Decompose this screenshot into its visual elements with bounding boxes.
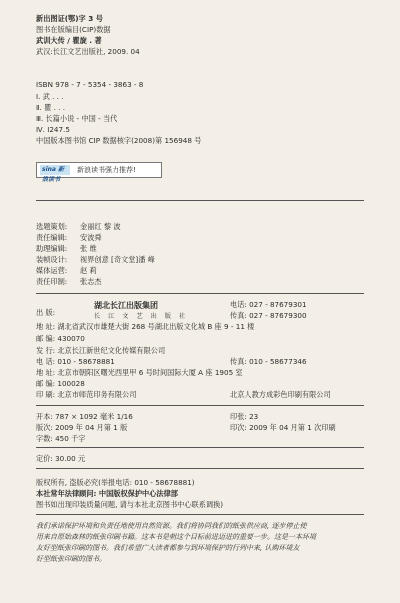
isbn: ISBN 978 - 7 - 5354 - 3863 - 8 [36, 80, 144, 89]
word-count: 字数: 450 千字 [36, 434, 86, 443]
cip-heading: 图书在版编目(CIP)数据 [36, 25, 111, 34]
sheets-spec: 印张: 23 [230, 412, 259, 421]
distributor-address: 地 址: 北京市朝阳区曙光西里甲 6 号时间国际大厦 A 座 1905 室 [36, 368, 243, 377]
cip-number: 中国版本图书馆 CIP 数据核字(2008)第 156948 号 [36, 136, 202, 145]
publisher-address: 地 址: 湖北省武汉市雄楚大街 268 号湖北出版文化城 B 座 9 - 11 楼 [36, 322, 255, 331]
printing-spec: 印次: 2009 年 04 月第 1 次印刷 [230, 423, 336, 432]
credit-label: 责任编辑: [36, 233, 68, 242]
license-number: 新出图证(鄂)字 3 号 [36, 14, 103, 23]
divider [36, 447, 364, 448]
sina-recommend-badge [36, 162, 162, 183]
cip-entry-4: Ⅳ. I247.5 [36, 125, 70, 134]
environment-note-line: 好型纸张印刷的图书。 [36, 555, 106, 563]
divider [36, 200, 364, 201]
publisher-name: 长 江 文 艺 出 版 社 [94, 313, 189, 320]
credit-value: 安波舜 [80, 233, 102, 242]
divider [36, 514, 364, 515]
distributor: 发 行: 北京长江新世纪文化传媒有限公司 [36, 346, 166, 355]
sina-recommend-text: 新浪读书强力推荐! [77, 166, 136, 174]
credit-label: 助理编辑: [36, 244, 68, 253]
credit-value: 视界创意 [奇文堂]潘 峰 [80, 255, 155, 264]
credit-value: 金丽红 黎 波 [80, 222, 121, 231]
publisher-fax: 传真: 027 - 87679300 [230, 311, 307, 320]
publisher-postcode: 邮 编: 430070 [36, 334, 85, 343]
credit-label: 媒体运营: [36, 266, 68, 275]
credit-label: 选题策划: [36, 222, 68, 231]
price: 定价: 30.00 元 [36, 454, 86, 463]
divider [36, 468, 364, 469]
cip-entry-3: Ⅲ. 长篇小说 - 中国 - 当代 [36, 114, 118, 123]
credit-label: 责任印制: [36, 277, 68, 286]
credit-value: 赵 莉 [80, 266, 97, 275]
environment-note-line: 我们承诺保护环境和负责任地使用自然资源。我们将协同我们的纸张供应商, 逐步停止使 [36, 522, 307, 530]
publisher-label: 出 版: [36, 308, 56, 317]
book-title-line: 武训大传 / 瞿旋 . 著 [36, 36, 102, 45]
legal-advisor: 本社常年法律顾问: 中国版权保护中心法律部 [36, 489, 178, 498]
sina-logo: sina 新浪读书 [40, 165, 70, 175]
cip-entry-1: Ⅰ. 武 . . . [36, 92, 64, 101]
publication-line: 武汉:长江文艺出版社, 2009. 04 [36, 47, 140, 56]
edition-spec: 版次: 2009 年 04 月第 1 版 [36, 423, 128, 432]
format-spec: 开本: 787 × 1092 毫米 1/16 [36, 412, 133, 421]
printer: 印 刷: 北京市师范印务有限公司 [36, 390, 137, 399]
credit-label: 装帧设计: [36, 255, 68, 264]
divider [36, 293, 364, 294]
environment-note-line: 友好型纸张印刷的图书。我们希望广大读者都参与到环境保护的行列中来, 认购环境友 [36, 544, 300, 552]
cip-entry-2: Ⅱ. 瞿 . . . [36, 103, 66, 112]
credit-value: 张 维 [80, 244, 97, 253]
printer-second: 北京人教方成彩色印刷有限公司 [230, 390, 331, 399]
environment-note-line: 用来自原始森林的纸张印刷书籍。这本书是朝这个目标前进迈进的重要一步。这是一本环境 [36, 533, 316, 541]
copyright-notice: 版权所有, 盗版必究(举报电话: 010 - 58678881) [36, 478, 195, 487]
distributor-fax: 传真: 010 - 58677346 [230, 357, 307, 366]
distributor-postcode: 邮 编: 100028 [36, 379, 85, 388]
publisher-logo: 湖北长江出版集团 [94, 300, 158, 310]
distributor-tel: 电 话: 010 - 58678881 [36, 357, 115, 366]
quality-notice: 图书如出现印装质量问题, 请与本社北京图书中心联系调换) [36, 500, 224, 509]
divider [36, 405, 364, 406]
publisher-tel: 电话: 027 - 87679301 [230, 300, 307, 309]
credit-value: 张志杰 [80, 277, 102, 286]
